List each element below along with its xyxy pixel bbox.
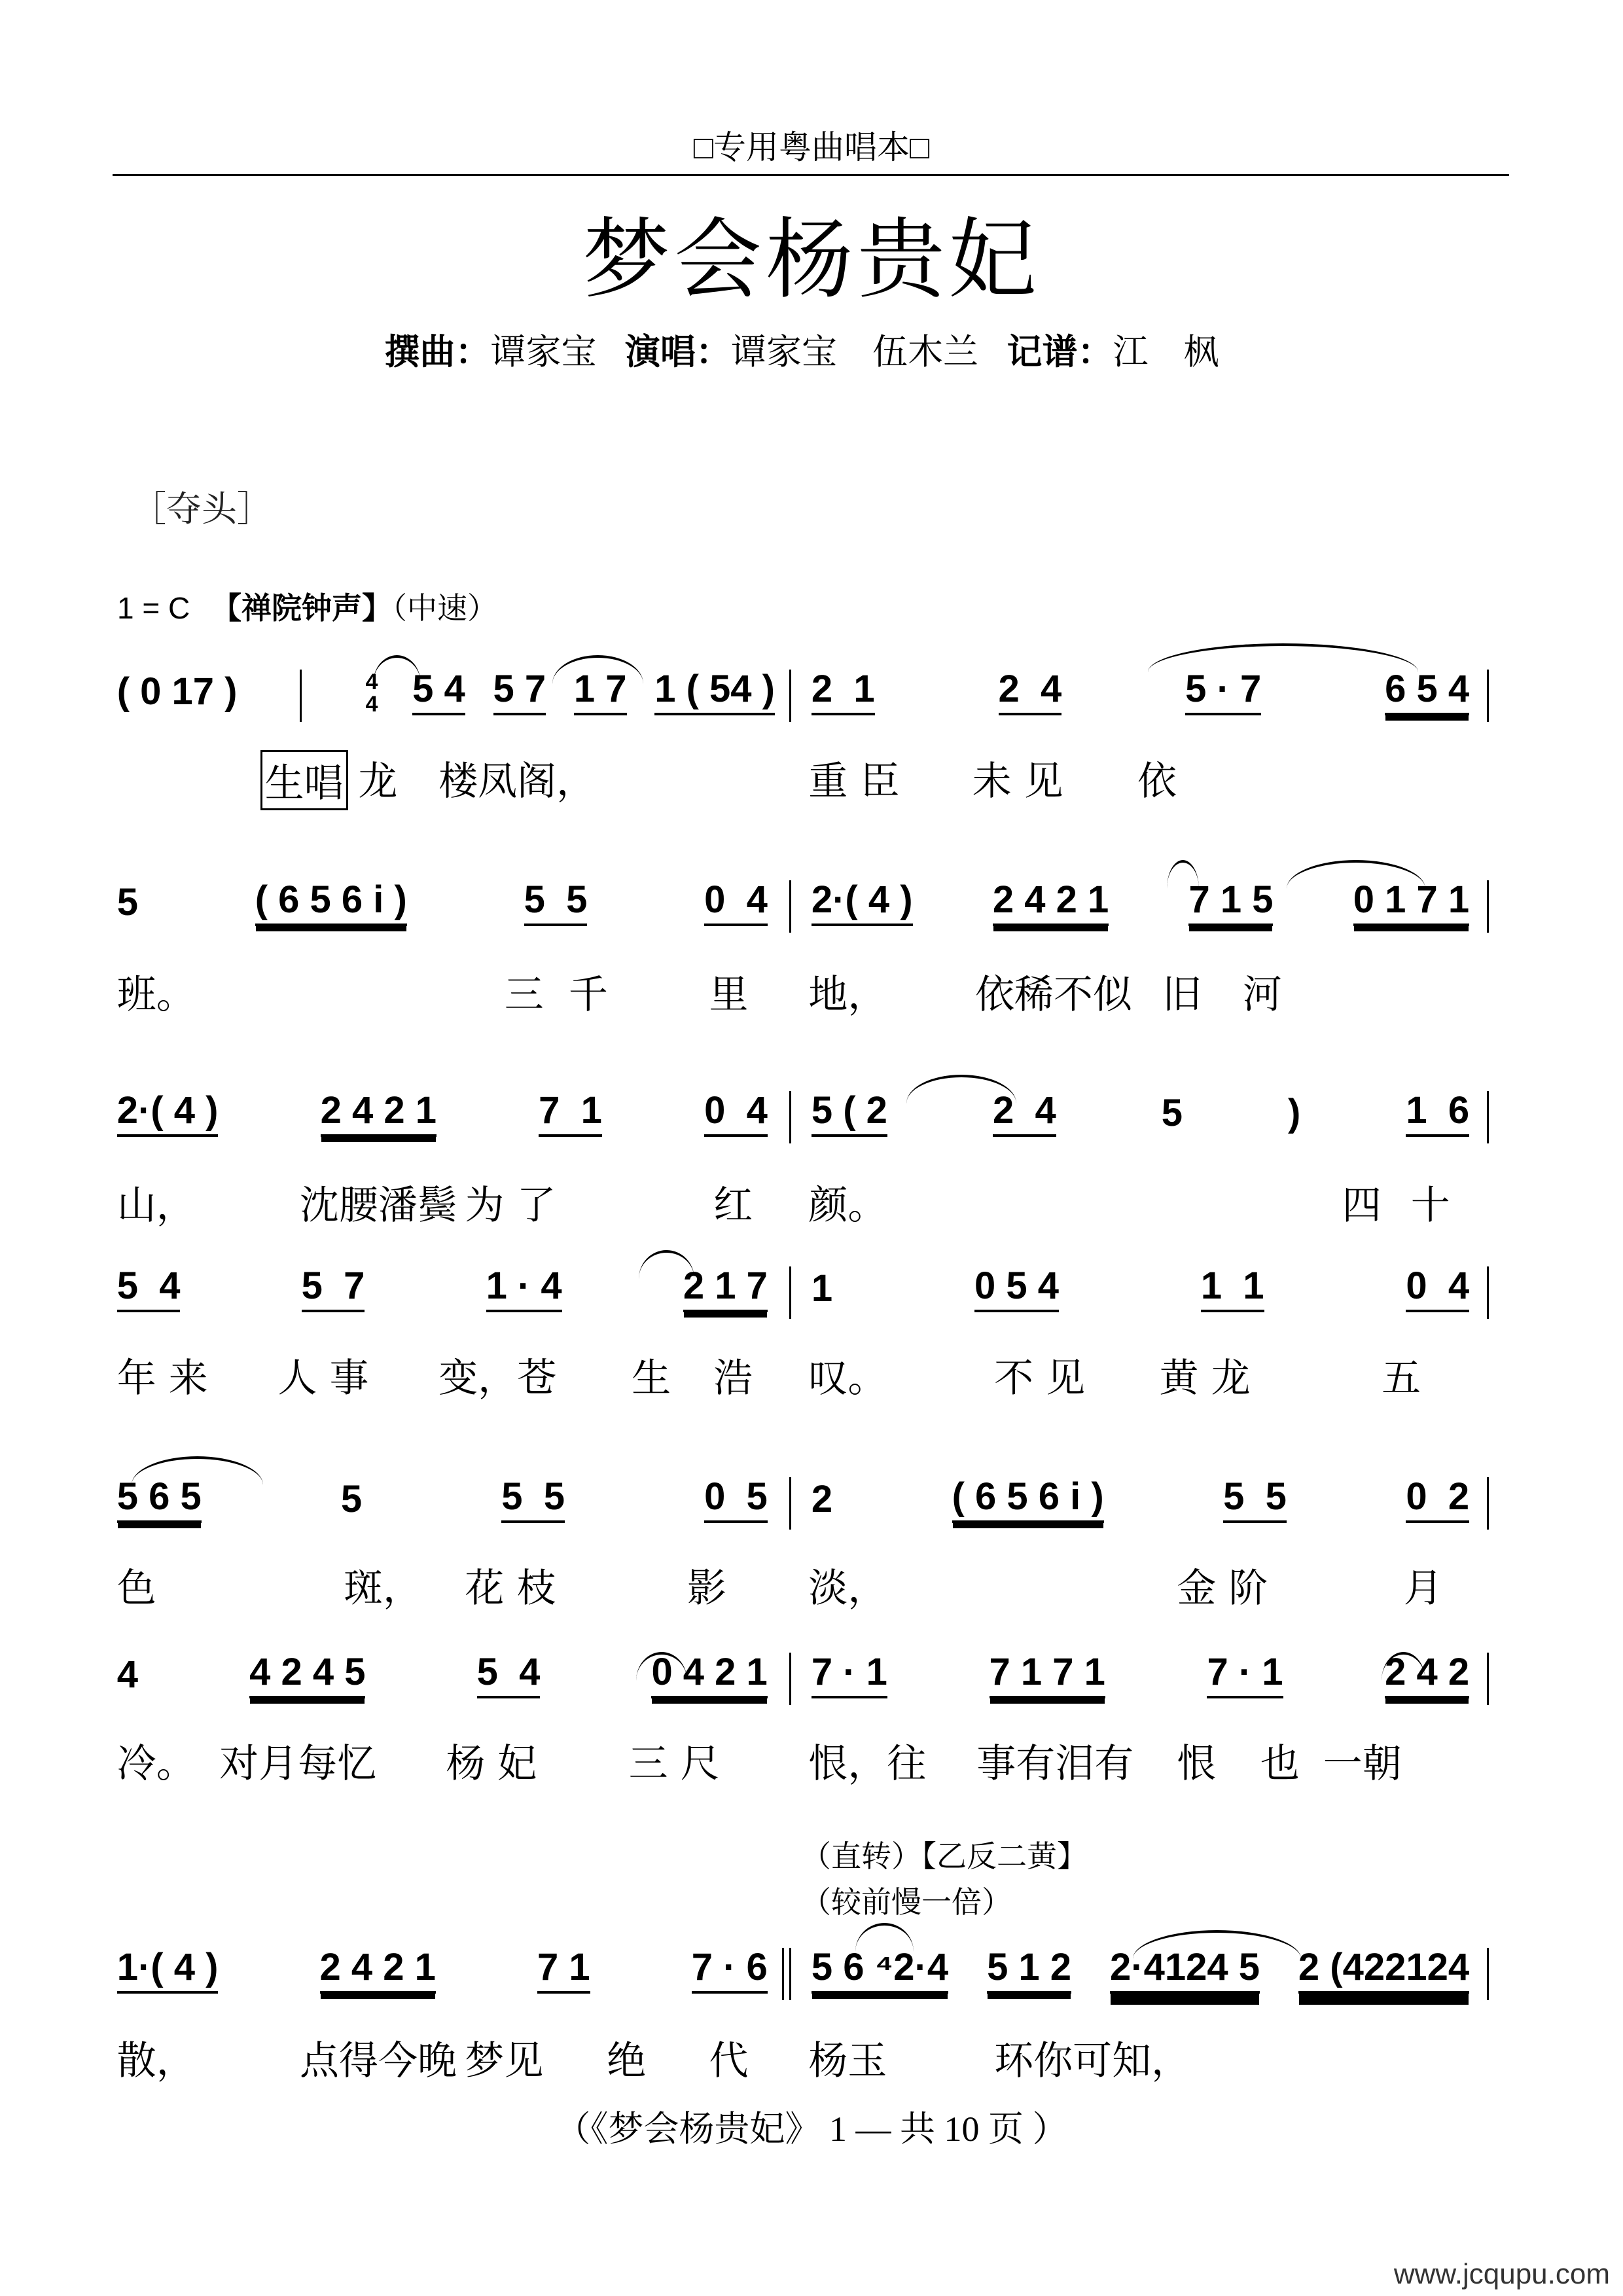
- note-group: 5: [1161, 1092, 1183, 1134]
- note-group: 5 7: [493, 670, 546, 715]
- note-group: 0 5: [704, 1477, 768, 1523]
- lyric: 依稀不似: [975, 972, 1133, 1018]
- lyric: 班。: [116, 972, 196, 1018]
- lyric: 冷。: [116, 1741, 196, 1787]
- note-group: 5: [116, 881, 138, 924]
- note-group: 7 1: [537, 1948, 590, 1994]
- composer: 谭家宝: [490, 332, 597, 372]
- modulation-annotation: （直转）【乙反二黄】: [801, 1839, 1087, 1873]
- note-group: 0 4: [704, 1091, 768, 1137]
- lyric: 地，: [808, 972, 887, 1018]
- credits-line: [0, 324, 1623, 374]
- note-group: 0 4 2 1: [651, 1653, 767, 1698]
- note-group: 1·( 4 ): [117, 1948, 219, 1994]
- slur: [373, 655, 421, 684]
- note-group: 1 1: [1201, 1266, 1264, 1312]
- barline: [1487, 880, 1489, 933]
- barline: [1487, 670, 1489, 722]
- barline: [1487, 1091, 1489, 1143]
- note-group: 1: [811, 1267, 833, 1310]
- lyric: 生: [632, 1355, 671, 1401]
- lyric: 未 见: [972, 759, 1063, 804]
- note-group: ): [1288, 1092, 1301, 1134]
- note-group: 6 5 4: [1385, 670, 1469, 715]
- note-group: 2 4 2 1: [321, 1091, 437, 1137]
- note-group: 2 1: [812, 670, 875, 715]
- lyric: 色: [116, 1566, 156, 1611]
- lyric: 依: [1137, 759, 1177, 804]
- note-group: 5 4: [117, 1266, 181, 1312]
- tempo-annotation: （较前慢一倍）: [801, 1885, 1012, 1919]
- note-group: 1 · 4: [486, 1266, 562, 1312]
- note-group: 5 5: [501, 1477, 565, 1523]
- note-group: 5 6 5: [117, 1477, 202, 1523]
- lyric: 为 了: [465, 1183, 556, 1229]
- barline: [789, 670, 791, 722]
- slur: [1133, 1930, 1301, 1959]
- note-group: 1 ( 54 ): [654, 670, 775, 715]
- composer-label: 撰曲：: [384, 332, 491, 372]
- lyric: 梦见: [465, 2038, 544, 2084]
- measure: [117, 670, 285, 715]
- lyric: 变，苍: [438, 1355, 557, 1401]
- lyric: 金 阶: [1177, 1566, 1268, 1611]
- notator: 江 枫: [1113, 332, 1219, 372]
- lyric: 里: [709, 972, 749, 1018]
- singer-label: 演唱：: [625, 332, 731, 372]
- note-group: 5 5: [1223, 1477, 1287, 1523]
- lyric: 对月每忆: [219, 1741, 377, 1787]
- note-group: 2 4: [993, 1091, 1056, 1137]
- lyric: 不 见: [994, 1355, 1086, 1401]
- note-group: 7 1: [539, 1091, 602, 1137]
- slur: [132, 1456, 263, 1485]
- note-group: 2·4124 5: [1110, 1948, 1260, 1994]
- slur: [639, 1250, 694, 1279]
- time-sig-bottom: 4: [365, 692, 378, 717]
- slur: [855, 1923, 914, 1952]
- lyric: 年 来: [116, 1355, 208, 1401]
- page-footer: （《梦会杨贵妃》 1 — 共 10 页 ）: [555, 2109, 1068, 2149]
- double-barline: [782, 1948, 791, 2000]
- tune-name: 【禅院钟声】: [211, 591, 393, 625]
- note-group: 5 · 7: [1185, 670, 1261, 715]
- lyric: 四: [1342, 1183, 1382, 1229]
- lyric: 十: [1410, 1183, 1450, 1229]
- note-group: 4 2 4 5: [249, 1653, 365, 1698]
- barline: [1487, 1948, 1489, 2000]
- note-group: 1 6: [1406, 1091, 1469, 1137]
- lyric: 月: [1403, 1566, 1443, 1611]
- note-group: 5 1 2: [987, 1948, 1071, 1994]
- note-group: 2·( 4 ): [117, 1091, 219, 1137]
- lyric: 人 事: [277, 1355, 369, 1401]
- barline: [300, 670, 302, 722]
- note-group: 7 1 5: [1188, 880, 1273, 926]
- slur: [1287, 860, 1425, 889]
- lyric: 浩: [713, 1355, 753, 1401]
- lyric: 颜。: [808, 1183, 887, 1229]
- watermark: www.jcqupu.com: [1393, 2258, 1610, 2290]
- measure: [812, 1266, 1469, 1312]
- note-group: 4: [116, 1653, 138, 1696]
- note-group: 7 · 6: [692, 1948, 768, 1994]
- barline: [1487, 1477, 1489, 1530]
- note-group: 7 · 1: [812, 1653, 887, 1698]
- lyric: 代: [709, 2038, 749, 2084]
- note-group: 7 1 7 1: [990, 1653, 1105, 1698]
- slur: [552, 655, 643, 684]
- barline: [789, 1091, 791, 1143]
- note-group: 0 4: [1406, 1266, 1469, 1312]
- lyric: 绝: [607, 2038, 647, 2084]
- key-signature: 1 = C: [117, 591, 190, 625]
- note-group: 2 4 2: [1385, 1653, 1469, 1698]
- note-group: 2·( 4 ): [812, 880, 913, 926]
- note-group: 7 · 1: [1207, 1653, 1283, 1698]
- lyric: 楼凤阁，: [438, 759, 596, 804]
- note-group: 2 4 2 1: [993, 880, 1109, 926]
- intro-label: ［夺头］: [131, 490, 272, 529]
- lyric: 河: [1242, 972, 1282, 1018]
- slur: [1167, 860, 1199, 889]
- measure: [117, 1948, 768, 1994]
- song-title: 梦会杨贵妃: [582, 212, 1041, 309]
- note-group: 5: [340, 1478, 363, 1520]
- lyric: 一朝: [1323, 1741, 1402, 1787]
- role-marker: 生唱: [260, 750, 348, 810]
- lyric: 三 千: [504, 972, 608, 1018]
- barline: [789, 1477, 791, 1530]
- barline: [789, 1653, 791, 1705]
- lyric: 红: [713, 1183, 753, 1229]
- lyric: 恨: [1177, 1741, 1217, 1787]
- lyric: 散，: [116, 2038, 196, 2084]
- measure: [812, 1653, 1469, 1698]
- measure: [812, 1477, 1469, 1523]
- note-group: 2 4: [999, 670, 1062, 715]
- lyric: 山，: [116, 1183, 196, 1229]
- measure: [812, 670, 1469, 715]
- lyric: 五: [1382, 1355, 1421, 1401]
- lyric: 环你可知，: [994, 2038, 1191, 2084]
- note-group: 5 6 ⁴2·4: [812, 1948, 948, 1994]
- note-group: 2: [811, 1478, 833, 1520]
- lyric: 沈腰潘鬓: [299, 1183, 457, 1229]
- barline: [1487, 1653, 1489, 1705]
- note-group: ( 0 17 ): [116, 670, 238, 713]
- tempo: （中速）: [392, 591, 498, 625]
- lyric: 叹。: [808, 1355, 887, 1401]
- barline: [789, 1266, 791, 1319]
- note-group: 5 5: [524, 880, 588, 926]
- lyric: 重 臣: [808, 759, 900, 804]
- lyric: 也: [1260, 1741, 1300, 1787]
- lyric: 三 尺: [628, 1741, 720, 1787]
- singers: 谭家宝 伍木兰: [731, 332, 978, 372]
- note-group: 5 7: [302, 1266, 365, 1312]
- slur: [906, 1075, 1016, 1103]
- lyric: 淡，: [808, 1566, 887, 1611]
- note-group: 5 4: [412, 670, 465, 715]
- key-tempo-line: [117, 584, 497, 628]
- songbook-header: □专用粤曲唱本□: [693, 129, 930, 166]
- note-group: 2 (422124: [1298, 1948, 1469, 1994]
- note-group: ( 6 5 6 i ): [952, 1477, 1104, 1523]
- barline: [1487, 1266, 1489, 1319]
- note-group: 2 4 2 1: [320, 1948, 436, 1994]
- lyric: 影: [687, 1566, 726, 1611]
- note-group: 0 1 7 1: [1353, 880, 1469, 926]
- lyric: 杨 妃: [446, 1741, 537, 1787]
- lyric: 恨，往: [808, 1741, 927, 1787]
- measure: [117, 1091, 768, 1137]
- barline: [789, 880, 791, 933]
- lyric: 龙: [358, 759, 398, 804]
- time-sig-top: 4: [365, 670, 378, 694]
- lyric: 旧: [1162, 972, 1202, 1018]
- note-group: 0 4: [704, 880, 768, 926]
- header-divider: [113, 174, 1509, 176]
- lyric: 黄 龙: [1159, 1355, 1251, 1401]
- lyric: 事有泪有: [976, 1741, 1134, 1787]
- lyric: 杨玉: [808, 2038, 887, 2084]
- lyric: 斑，: [343, 1566, 422, 1611]
- lyric: 点得今晚: [299, 2038, 457, 2084]
- note-group: 5 4: [477, 1653, 541, 1698]
- lyric: 花 枝: [465, 1566, 556, 1611]
- slur: [1148, 643, 1418, 672]
- note-group: 5 ( 2: [812, 1091, 887, 1137]
- measure: [117, 880, 768, 926]
- note-group: ( 6 5 6 i ): [255, 880, 407, 926]
- notation-label: 记谱：: [1007, 332, 1113, 372]
- note-group: 0 5 4: [974, 1266, 1059, 1312]
- note-group: 2 1 7: [683, 1266, 768, 1312]
- note-group: 0 2: [1406, 1477, 1469, 1523]
- note-group: 1 7: [574, 670, 627, 715]
